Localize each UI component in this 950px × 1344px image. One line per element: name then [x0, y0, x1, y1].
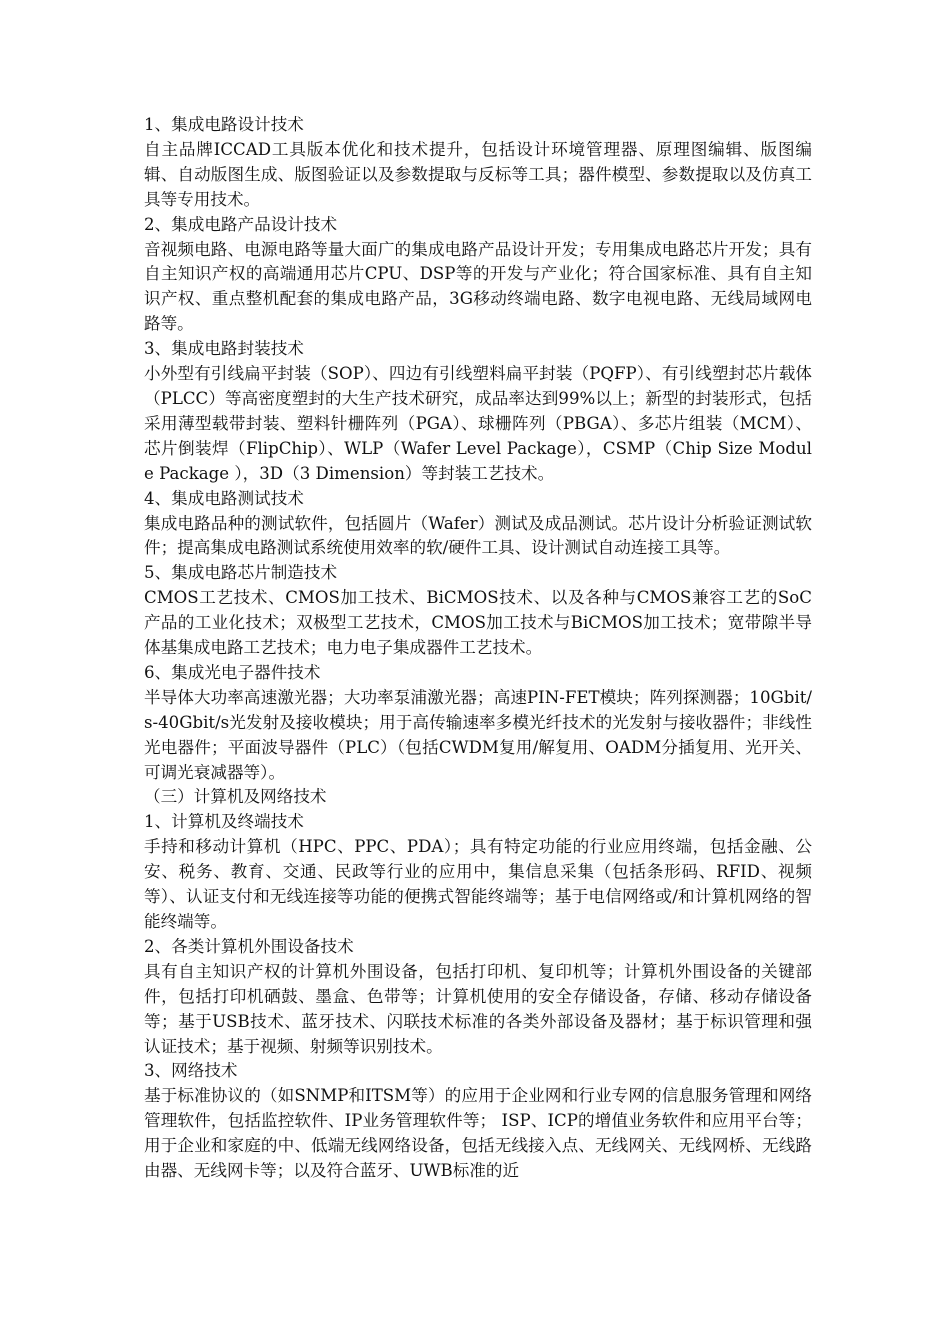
section-heading: 1、计算机及终端技术 — [144, 812, 304, 832]
section-heading: 2、各类计算机外围设备技术 — [144, 936, 354, 956]
body-paragraph: 半导体大功率高速激光器；大功率泵浦激光器；高速PIN-FET模块；阵列探测器；10Gbit/s-40Gbit/s光发射及接收模块；用于高传输速率多模光纤技术的光发射与接收器件；非线性光电器件；平面波导器件（PLC）（包括CWDM复用/解复用、OADM分插复用、光开关、可调光衰减器等）。 — [144, 687, 812, 782]
section-heading: 6、集成光电子器件技术 — [144, 662, 321, 682]
body-paragraph: 小外型有引线扁平封装（SOP）、四边有引线塑料扁平封装（PQFP）、有引线塑封芯片载体（PLCC）等高密度塑封的大生产技术研究，成品率达到99%以上；新型的封装形式，包括采用薄型载带封装、塑料针栅阵列（PGA）、球栅阵列（PBGA）、多芯片组装（MCM）、芯片倒装焊（FlipChip）、WLP（Wafer Level Package），CSMP（Chip Size Module Package ），3D（3 Dimension）等封装工艺技术。 — [144, 364, 812, 483]
section-heading: 3、网络技术 — [144, 1061, 238, 1081]
body-paragraph: 自主品牌ICCAD工具版本优化和技术提升，包括设计环境管理器、原理图编辑、版图编辑、自动版图生成、版图验证以及参数提取与反标等工具；器件模型、参数提取以及仿真工具等专用技术。 — [144, 139, 812, 209]
body-paragraph: 手持和移动计算机（HPC、PPC、PDA）；具有特定功能的行业应用终端，包括金融、公安、税务、教育、交通、民政等行业的应用中，集信息采集（包括条形码、RFID、视频等）、认证支付和无线连接等功能的便携式智能终端等；基于电信网络或/和计算机网络的智能终端等。 — [144, 837, 812, 931]
document-body — [144, 113, 812, 1184]
section-heading: 4、集成电路测试技术 — [144, 488, 304, 508]
section-heading: 1、集成电路设计技术 — [144, 115, 304, 134]
body-paragraph: CMOS工艺技术、CMOS加工技术、BiCMOS技术、以及各种与CMOS兼容工艺的SoC产品的工业化技术；双极型工艺技术，CMOS加工技术与BiCMOS加工技术；宽带隙半导体基集成电路工艺技术；电力电子集成器件工艺技术。 — [144, 588, 812, 658]
section-heading: 3、集成电路封装技术 — [144, 339, 304, 359]
body-paragraph: 音视频电路、电源电路等量大面广的集成电路产品设计开发；专用集成电路芯片开发；具有自主知识产权的高端通用芯片CPU、DSP等的开发与产业化；符合国家标准、具有自主知识产权、重点整机配套的集成电路产品，3G移动终端电路、数字电视电路、无线局域网电路等。 — [144, 239, 812, 334]
body-paragraph: 基于标准协议的（如SNMP和ITSM等）的应用于企业网和行业专网的信息服务管理和网络管理软件，包括监控软件、IP业务管理软件等； ISP、ICP的增值业务软件和应用平台等；用于企业和家庭的中、低端无线网络设备，包括无线接入点、无线网关、无线网桥、无线路由器、无线网卡等；以及符合蓝牙、UWB标准的近 — [144, 1086, 812, 1181]
section-heading: 2、集成电路产品设计技术 — [144, 214, 338, 234]
body-paragraph: 具有自主知识产权的计算机外围设备，包括打印机、复印机等；计算机外围设备的关键部件，包括打印机硒鼓、墨盒、色带等；计算机使用的安全存储设备，存储、移动存储设备等；基于USB技术、蓝牙技术、闪联技术标准的各类外部设备及器材；基于标识管理和强认证技术；基于视频、射频等识别技术。 — [144, 961, 812, 1056]
body-paragraph: 集成电路品种的测试软件，包括圆片（Wafer）测试及成品测试。芯片设计分析验证测试软件；提高集成电路测试系统使用效率的软/硬件工具、设计测试自动连接工具等。 — [144, 513, 812, 558]
chapter-heading: （三）计算机及网络技术 — [144, 787, 327, 807]
section-heading: 5、集成电路芯片制造技术 — [144, 563, 338, 583]
